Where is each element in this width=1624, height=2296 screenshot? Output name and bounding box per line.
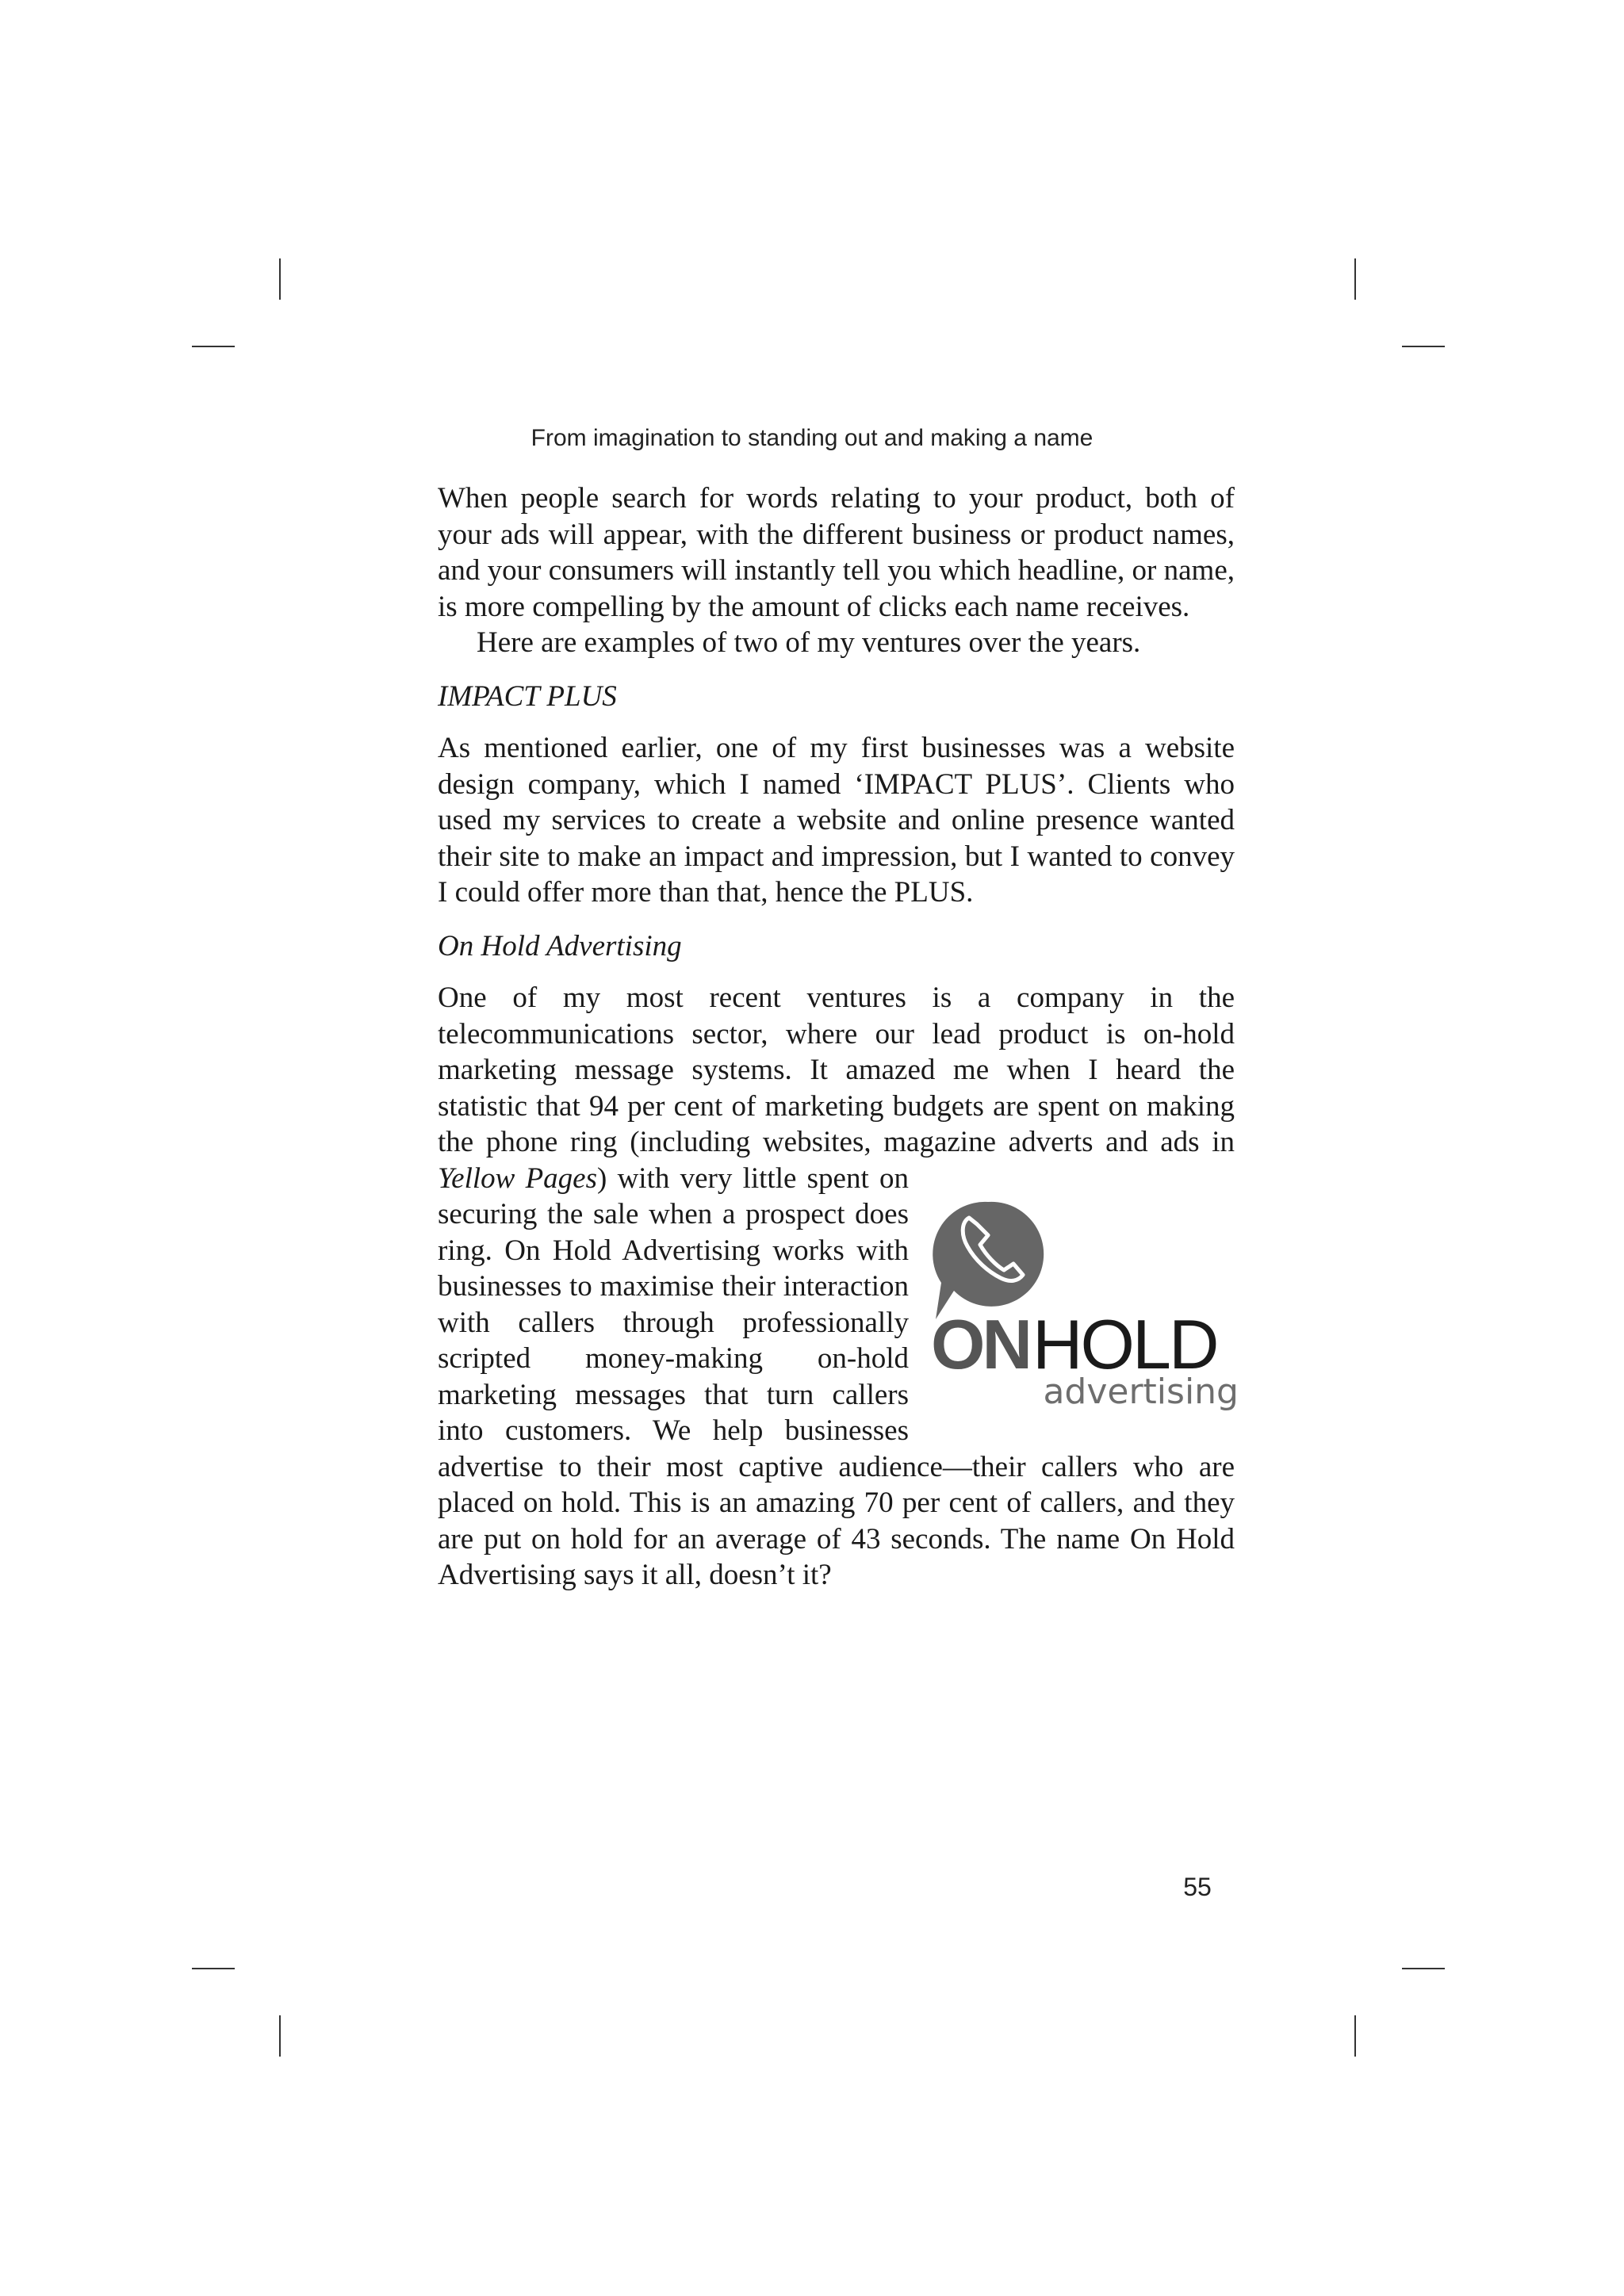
body-text <box>438 480 1239 1594</box>
crop-mark-top-left-vertical <box>279 258 281 300</box>
paragraph-impact-plus: As mentioned earlier, one of my first businesses was a website design company, which I named ‘IMPACT PLUS’. Clients who used my services to create a website and online presence wanted their site to make an impact and impression, but I wanted to convey I could offer more than that, hence the PLUS. <box>438 732 1235 909</box>
crop-mark-bottom-left-horizontal <box>192 1968 235 1969</box>
page-number: 55 <box>1183 1873 1212 1901</box>
subheading-impact-plus: IMPACT PLUS <box>438 679 617 713</box>
subheading-on-hold-advertising: On Hold Advertising <box>438 929 682 962</box>
logo-word-advertising: advertising <box>1043 1371 1239 1412</box>
crop-mark-top-left-horizontal <box>192 346 235 347</box>
crop-mark-bottom-right-vertical <box>1354 2015 1356 2057</box>
paragraph-on-hold-italic-yellow-pages: Yellow Pages <box>438 1161 598 1195</box>
phone-speech-bubble-icon <box>933 1201 1044 1318</box>
logo-word-hold: HOLD <box>1032 1304 1217 1383</box>
paragraph-on-hold-part-2: ) with very little spent on securing the sale when a prospect does ring. On Hold Advertising works with businesses to maximise their interaction with callers through professionally scripted money-making on-hold marketing messages that turn callers into customers. We help businesses advertise to their most captive audience—their callers who are placed on hold. This is an amazing 70 per cent of callers, and they are put on hold for an average of 43 seconds. The name On Hold Advertising says it all, doesn’t it? <box>438 1161 1235 1591</box>
paragraph-search-ads: When people search for words relating to your product, both of your ads will appear, with the different business or product names, and your consumers will instantly tell you which headline, or name, is more compelling by the amount of clicks each name receives. <box>438 482 1235 623</box>
crop-mark-bottom-left-vertical <box>279 2015 281 2057</box>
logo-word-on: ON <box>931 1304 1029 1383</box>
crop-mark-top-right-horizontal <box>1402 346 1445 347</box>
paragraph-on-hold-part-1: One of my most recent ventures is a company in the telecommunications sector, where our lead product is on-hold marketing message systems. It amazed me when I heard the statistic that 94 per cent of marketing budgets are spent on making the phone ring (including websites, magazine adverts and ads in <box>438 982 1235 1158</box>
crop-mark-bottom-right-horizontal <box>1402 1968 1445 1969</box>
paragraph-ventures-intro: Here are examples of two of my ventures over the years. <box>477 626 1141 659</box>
running-head: From imagination to standing out and making a name <box>530 425 1094 451</box>
speech-bubble-shape <box>933 1201 1044 1318</box>
onhold-advertising-logo <box>928 1196 1241 1425</box>
paragraph-on-hold-advertising <box>438 980 1239 1594</box>
crop-mark-top-right-vertical <box>1354 258 1356 300</box>
